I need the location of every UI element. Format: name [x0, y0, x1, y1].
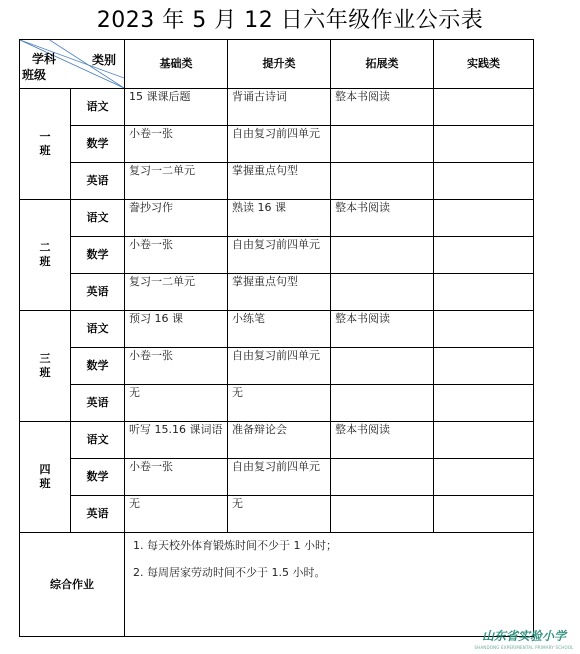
summary-notes — [125, 533, 534, 637]
extended-task-cell — [331, 126, 434, 163]
subject-cell: 数学 — [71, 348, 125, 385]
advanced-task-cell: 熟读 16 课 — [228, 200, 331, 237]
advanced-task-cell: 自由复习前四单元 — [228, 348, 331, 385]
practice-task-cell — [434, 126, 534, 163]
corner-class-label: 班级 — [22, 68, 47, 82]
basic-task-cell: 无 — [125, 385, 228, 422]
header-practice: 实践类 — [434, 40, 534, 89]
practice-task-cell — [434, 89, 534, 126]
class-name-cell: 二 班 — [20, 200, 71, 311]
corner-category-label: 类别 — [91, 53, 116, 67]
subject-cell: 英语 — [71, 385, 125, 422]
header-advanced: 提升类 — [228, 40, 331, 89]
subject-cell: 数学 — [71, 126, 125, 163]
school-logo-en: SHANDONG EXPERIMENTAL PRIMARY SCHOOL — [474, 645, 574, 650]
school-logo — [468, 627, 580, 653]
extended-task-cell — [331, 163, 434, 200]
extended-task-cell — [331, 348, 434, 385]
practice-task-cell — [434, 348, 534, 385]
subject-cell: 语文 — [71, 89, 125, 126]
table-row — [20, 200, 534, 237]
subject-cell: 数学 — [71, 459, 125, 496]
practice-task-cell — [434, 237, 534, 274]
practice-task-cell — [434, 385, 534, 422]
class-name-cell: 四 班 — [20, 422, 71, 533]
header-basic: 基础类 — [125, 40, 228, 89]
table-row — [20, 89, 534, 126]
advanced-task-cell: 无 — [228, 385, 331, 422]
class-name-cell: 一 班 — [20, 89, 71, 200]
summary-label: 综合作业 — [20, 533, 125, 637]
extended-task-cell — [331, 274, 434, 311]
header-row — [20, 40, 534, 89]
basic-task-cell: 无 — [125, 496, 228, 533]
basic-task-cell: 复习一二单元 — [125, 163, 228, 200]
subject-cell: 英语 — [71, 163, 125, 200]
table-row — [20, 459, 534, 496]
subject-cell: 语文 — [71, 422, 125, 459]
extended-task-cell: 整本书阅读 — [331, 89, 434, 126]
corner-header-cell — [20, 40, 125, 89]
table-row — [20, 496, 534, 533]
extended-task-cell: 整本书阅读 — [331, 422, 434, 459]
basic-task-cell: 小卷一张 — [125, 348, 228, 385]
summary-item: 1. 每天校外体育锻炼时间不少于 1 小时； — [133, 539, 337, 552]
advanced-task-cell: 背诵古诗词 — [228, 89, 331, 126]
extended-task-cell: 整本书阅读 — [331, 311, 434, 348]
summary-item: 2. 每周居家劳动时间不少于 1.5 小时。 — [133, 566, 326, 579]
practice-task-cell — [434, 311, 534, 348]
advanced-task-cell: 无 — [228, 496, 331, 533]
basic-task-cell: 小卷一张 — [125, 237, 228, 274]
extended-task-cell — [331, 496, 434, 533]
advanced-task-cell: 小练笔 — [228, 311, 331, 348]
basic-task-cell: 15 课课后题 — [125, 89, 228, 126]
advanced-task-cell: 掌握重点句型 — [228, 163, 331, 200]
table-row — [20, 348, 534, 385]
subject-cell: 语文 — [71, 200, 125, 237]
practice-task-cell — [434, 163, 534, 200]
table-row — [20, 274, 534, 311]
practice-task-cell — [434, 496, 534, 533]
subject-cell: 数学 — [71, 237, 125, 274]
advanced-task-cell: 准备辩论会 — [228, 422, 331, 459]
advanced-task-cell: 掌握重点句型 — [228, 274, 331, 311]
subject-cell: 语文 — [71, 311, 125, 348]
basic-task-cell: 听写 15.16 课词语 — [125, 422, 228, 459]
header-extended: 拓展类 — [331, 40, 434, 89]
practice-task-cell — [434, 459, 534, 496]
basic-task-cell: 预习 16 课 — [125, 311, 228, 348]
homework-table — [19, 39, 534, 637]
subject-cell: 英语 — [71, 496, 125, 533]
extended-task-cell — [331, 385, 434, 422]
basic-task-cell: 小卷一张 — [125, 459, 228, 496]
corner-subject-label: 学科 — [32, 52, 57, 66]
basic-task-cell: 复习一二单元 — [125, 274, 228, 311]
practice-task-cell — [434, 422, 534, 459]
subject-cell: 英语 — [71, 274, 125, 311]
extended-task-cell: 整本书阅读 — [331, 200, 434, 237]
school-logo-cn: 山东省实验小学 — [481, 629, 566, 643]
table-row — [20, 311, 534, 348]
table-row — [20, 163, 534, 200]
table-row — [20, 385, 534, 422]
table-row — [20, 237, 534, 274]
page-title: 2023 年 5 月 12 日六年级作业公示表 — [96, 8, 484, 33]
basic-task-cell: 誊抄习作 — [125, 200, 228, 237]
advanced-task-cell: 自由复习前四单元 — [228, 126, 331, 163]
table-row — [20, 422, 534, 459]
basic-task-cell: 小卷一张 — [125, 126, 228, 163]
summary-row — [20, 533, 534, 637]
advanced-task-cell: 自由复习前四单元 — [228, 459, 331, 496]
table-row — [20, 126, 534, 163]
class-name-cell: 三 班 — [20, 311, 71, 422]
practice-task-cell — [434, 200, 534, 237]
extended-task-cell — [331, 459, 434, 496]
extended-task-cell — [331, 237, 434, 274]
advanced-task-cell: 自由复习前四单元 — [228, 237, 331, 274]
practice-task-cell — [434, 274, 534, 311]
